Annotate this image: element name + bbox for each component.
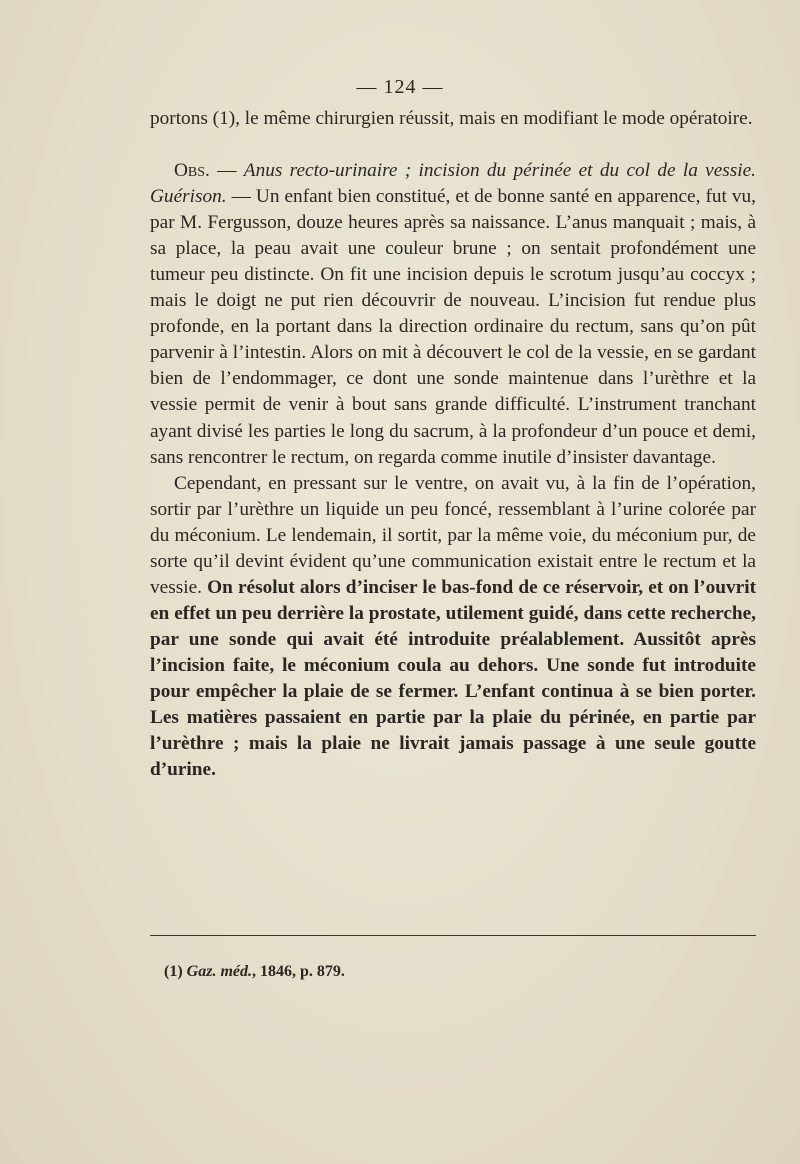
paragraph-gap [150,132,756,158]
second-paragraph [150,471,756,784]
footnote-separator [150,935,756,936]
page-number: — 124 — [356,76,444,98]
footnote-source: Gaz. méd. [186,963,252,980]
observation-title: Anus recto-urinaire ; incision du périnée et du col de la vessie. Guérison. [150,160,757,208]
footnote-detail: , 1846, p. 879. [251,963,345,980]
body-text [150,106,756,783]
second-paragraph-regular: Cependant, en pressant sur le ventre, on avait vu, à la fin de l’opération, sortir par l’urèthre un liquide un peu foncé, ressemblant à l’urine colorée par du méconium. Le lendemain, il sortit, par la même voie, du méconium pur, de sorte qu’il devint évident qu’une communication existait entre le rectum et la vessie. [150,472,756,598]
second-paragraph-bold: On résolut alors d’inciser le bas-fond de ce réservoir, et on l’ouvrit en effet un peu derrière la prostate, utilement guidé, dans cette recherche, par une sonde qui avait été introduite préalablement. Aussitôt après l’incision faite, le méconium coula au dehors. Une sonde fut introduite pour empêcher la plaie de se fermer. L’enfant continua à se bien porter. Les matières passaient en partie par la plaie du périnée, en partie par l’urèthre ; mais la plaie ne livrait jamais passage à une seule goutte d’urine. [150,576,756,781]
observation-label: Obs. [174,160,210,182]
observation-paragraph [150,158,756,471]
continuation-paragraph: portons (1), le même chirurgien réussit, mais en modifiant le mode opératoire. [150,108,753,129]
observation-dash: — [209,160,244,182]
footnote [164,963,764,981]
footnote-marker: (1) [164,963,183,980]
observation-text: — Un enfant bien constitué, et de bonne santé en apparence, fut vu, par M. Fergusson, douze heures après sa naissance. L’anus manquait ; mais, à sa place, la peau avait une couleur brune ; on sentait profondément une tumeur peu distincte. On fit une incision depuis le scrotum jusqu’au coccyx ; mais le doigt ne put rien découvrir de nouveau. L’incision fut rendue plus profonde, en la portant dans la direction ordinaire du rectum, sans qu’on pût parvenir à l’intestin. Alors on mit à découvert le col de la vessie, en se gardant bien de l’endommager, ce dont une sonde maintenue dans l’urèthre et la vessie permit de venir à bout sans grande difficulté. L’instrument tranchant ayant divisé les parties le long du sacrum, à la profondeur d’un pouce et demi, sans rencontrer le rectum, on regarda comme inutile d’insister davantage. [150,186,756,468]
